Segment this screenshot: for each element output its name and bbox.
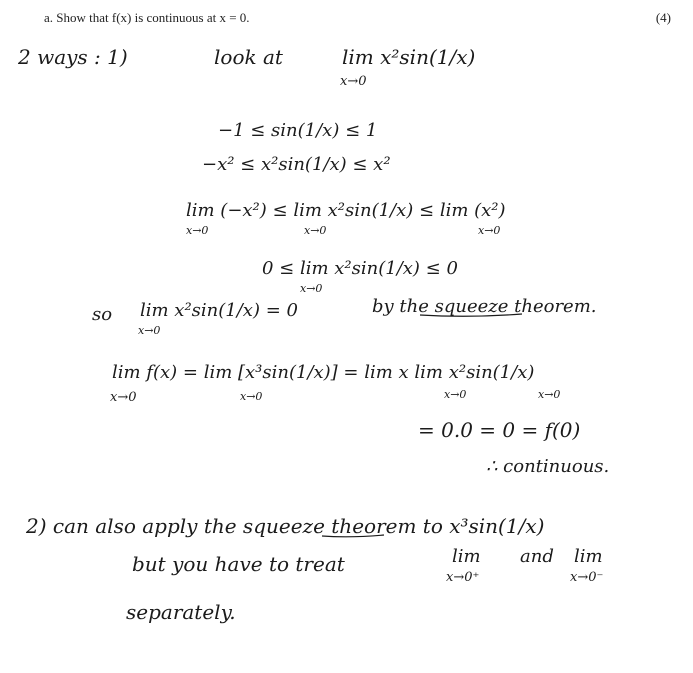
- so-limit-subscript: x→0: [138, 324, 161, 337]
- so-label: so: [92, 304, 113, 325]
- limit-subscript-3: x→0: [478, 224, 501, 237]
- way-two-limit-right: lim: [452, 546, 481, 567]
- limit-subscript-2: x→0: [304, 224, 327, 237]
- two-ways-label: 2 ways : 1): [18, 45, 128, 69]
- question-text: a. Show that f(x) is continuous at x = 0.: [44, 10, 250, 25]
- intro-limit-subscript: x→0: [340, 74, 367, 89]
- continuous-conclusion: ∴ continuous.: [486, 456, 610, 477]
- f-limit-subscript-2: x→0: [240, 390, 263, 403]
- limit-subscript-1: x→0: [186, 224, 209, 237]
- way-two-limit-left: lim: [574, 546, 603, 567]
- marks-label: (4): [655, 10, 671, 25]
- f-limit-line: lim f(x) = lim [x³sin(1/x)] = lim x lim x²sin(1/x): [112, 362, 535, 383]
- result-line: = 0.0 = 0 = f(0): [418, 418, 581, 442]
- f-limit-subscript-1: x→0: [110, 390, 137, 405]
- squeeze-underline: [420, 314, 522, 316]
- squeeze-theorem-note: by the squeeze theorem.: [372, 296, 597, 317]
- intro-limit-expression: lim x²sin(1/x): [342, 45, 476, 69]
- limit-inequality-line: lim (−x²) ≤ lim x²sin(1/x) ≤ lim (x²): [186, 200, 506, 221]
- way-two-subscript-right: x→0⁺: [446, 570, 480, 585]
- f-limit-subscript-4: x→0: [538, 388, 561, 401]
- f-limit-subscript-3: x→0: [444, 388, 467, 401]
- zero-bound-subscript: x→0: [300, 282, 323, 295]
- zero-bound-line: 0 ≤ lim x²sin(1/x) ≤ 0: [262, 258, 458, 279]
- look-at-label: look at: [214, 45, 283, 69]
- inequality-line-2: −x² ≤ x²sin(1/x) ≤ x²: [202, 154, 391, 175]
- way-two-line-2: but you have to treat: [132, 552, 345, 576]
- so-limit-expression: lim x²sin(1/x) = 0: [140, 300, 298, 321]
- way-two-line-1: 2) can also apply the squeeze theorem to x³sin(1/x): [26, 514, 545, 538]
- way-two-line-3: separately.: [126, 600, 236, 624]
- way-two-squeeze-underline: [322, 535, 384, 537]
- inequality-line-1: −1 ≤ sin(1/x) ≤ 1: [218, 120, 378, 141]
- way-two-subscript-left: x→0⁻: [570, 570, 604, 585]
- way-two-and: and: [520, 546, 554, 567]
